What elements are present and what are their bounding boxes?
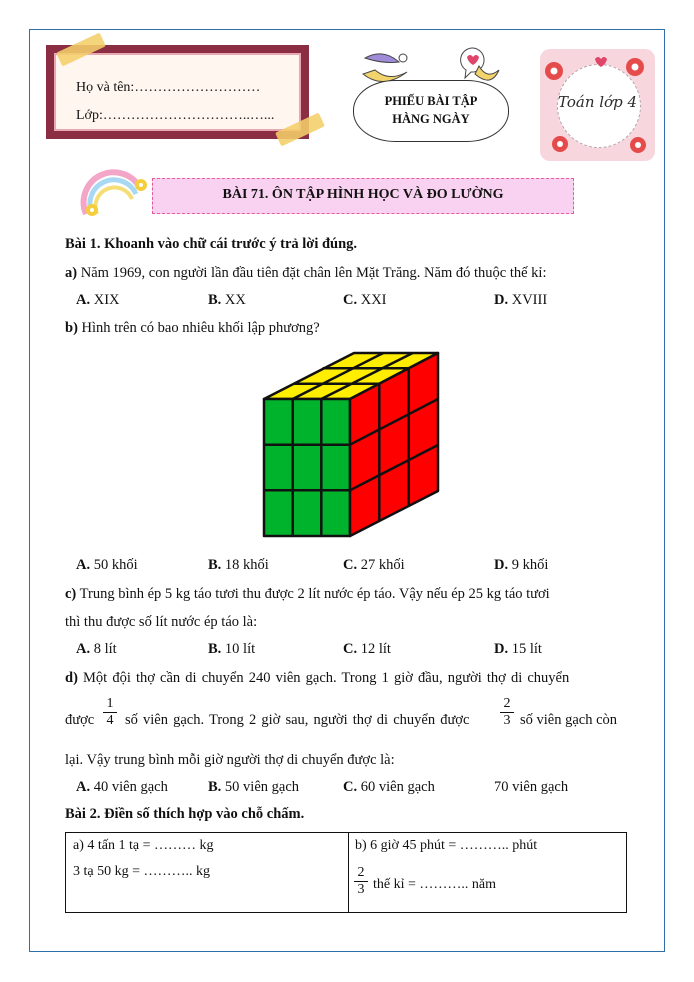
item-b-century[interactable]: thế kỉ = ……….. năm — [373, 877, 496, 892]
option-c-D[interactable]: D. 15 lít — [494, 641, 542, 657]
lesson-title-banner — [152, 178, 574, 214]
option-c-C[interactable]: C. 12 lít — [343, 641, 391, 657]
item-a-quintals[interactable]: 3 tạ 50 kg = ……….. kg — [73, 864, 210, 879]
option-b-D[interactable]: D. 9 khối — [494, 557, 549, 573]
question-d-line2-middle: số viên gạch. Trong 2 giờ sau, người thợ di chuyển được — [125, 712, 470, 728]
question-c-label: c) — [65, 586, 77, 602]
question-a — [65, 265, 546, 282]
subject-label: Toán lớp 4 — [558, 93, 637, 111]
question-a-text: Năm 1969, con người lần đầu tiên đặt chân lên Mặt Trăng. Năm đó thuộc thế kỉ: — [80, 265, 547, 281]
question-d-line3: lại. Vậy trung bình mỗi giờ người thợ di chuyển được là: — [65, 752, 395, 768]
fraction-two-thirds-century: $\frac{2}{3}$ — [354, 865, 368, 898]
option-c-A[interactable]: A. 8 lít — [76, 641, 117, 657]
question-b-text: Hình trên có bao nhiêu khối lập phương? — [81, 320, 320, 336]
option-b-B[interactable]: B. 18 khối — [208, 557, 269, 573]
class-line: Lớp:…………………………..…... — [76, 108, 275, 123]
question-c-line1: c) Trung bình ép 5 kg táo tươi thu được 2 lít nước ép táo. Vậy nếu ép 25 kg táo tươi — [65, 586, 550, 602]
question-c-line2: thì thu được số lít nước ép táo là: — [65, 614, 258, 630]
worksheet-label — [353, 80, 509, 142]
fill-in-table — [65, 832, 627, 913]
option-a-C[interactable]: C. XXI — [343, 292, 387, 308]
lesson-title: BÀI 71. ÔN TẬP HÌNH HỌC VÀ ĐO LƯỜNG — [222, 187, 504, 202]
option-d-A[interactable]: A. 40 viên gạch — [76, 779, 168, 795]
fraction-one-quarter: $\frac{1}{4}$ — [103, 696, 117, 729]
rainbow-icon — [78, 168, 154, 220]
option-b-C[interactable]: C. 27 khối — [343, 557, 405, 573]
option-a-A[interactable]: A. XIX — [76, 292, 120, 308]
name-card — [46, 45, 309, 139]
item-a-tons[interactable]: a) 4 tấn 1 tạ = ……… kg — [73, 838, 214, 853]
student-name-line: Họ và tên:……………………… — [76, 80, 261, 95]
subject-badge — [540, 49, 655, 161]
question-d-line2-end: số viên gạch còn — [520, 712, 618, 728]
worksheet-title-line2: HÀNG NGÀY — [392, 112, 470, 126]
rubiks-cube-image — [258, 350, 446, 546]
worksheet-title-line1: PHIẾU BÀI TẬP — [384, 94, 478, 108]
option-a-B[interactable]: B. XX — [208, 292, 246, 308]
option-a-D[interactable]: D. XVIII — [494, 292, 548, 308]
option-d-B[interactable]: B. 50 viên gạch — [208, 779, 300, 795]
question-b-label: b) — [65, 320, 78, 336]
question-d-word-duoc: được — [65, 712, 95, 728]
option-d-D[interactable]: 70 viên gạch — [494, 779, 569, 795]
question-d-label: d) — [65, 670, 78, 686]
option-d-C[interactable]: C. 60 viên gạch — [343, 779, 435, 795]
item-b-hours[interactable]: b) 6 giờ 45 phút = ……….. phút — [355, 838, 538, 853]
option-b-A[interactable]: A. 50 khối — [76, 557, 138, 573]
table-divider — [348, 833, 349, 912]
exercise-2-heading: Bài 2. Điền số thích hợp vào chỗ chấm. — [65, 806, 305, 822]
fraction-two-thirds: $\frac{2}{3}$ — [500, 696, 514, 729]
question-a-label: a) — [65, 265, 78, 281]
exercise-1-heading: Bài 1. Khoanh vào chữ cái trước ý trả lời đúng. — [65, 236, 358, 252]
option-c-B[interactable]: B. 10 lít — [208, 641, 256, 657]
question-b — [65, 320, 320, 337]
question-d-line1: d) Một đội thợ cần di chuyển 240 viên gạch. Trong 1 giờ đầu, người thợ di chuyển — [65, 670, 570, 686]
